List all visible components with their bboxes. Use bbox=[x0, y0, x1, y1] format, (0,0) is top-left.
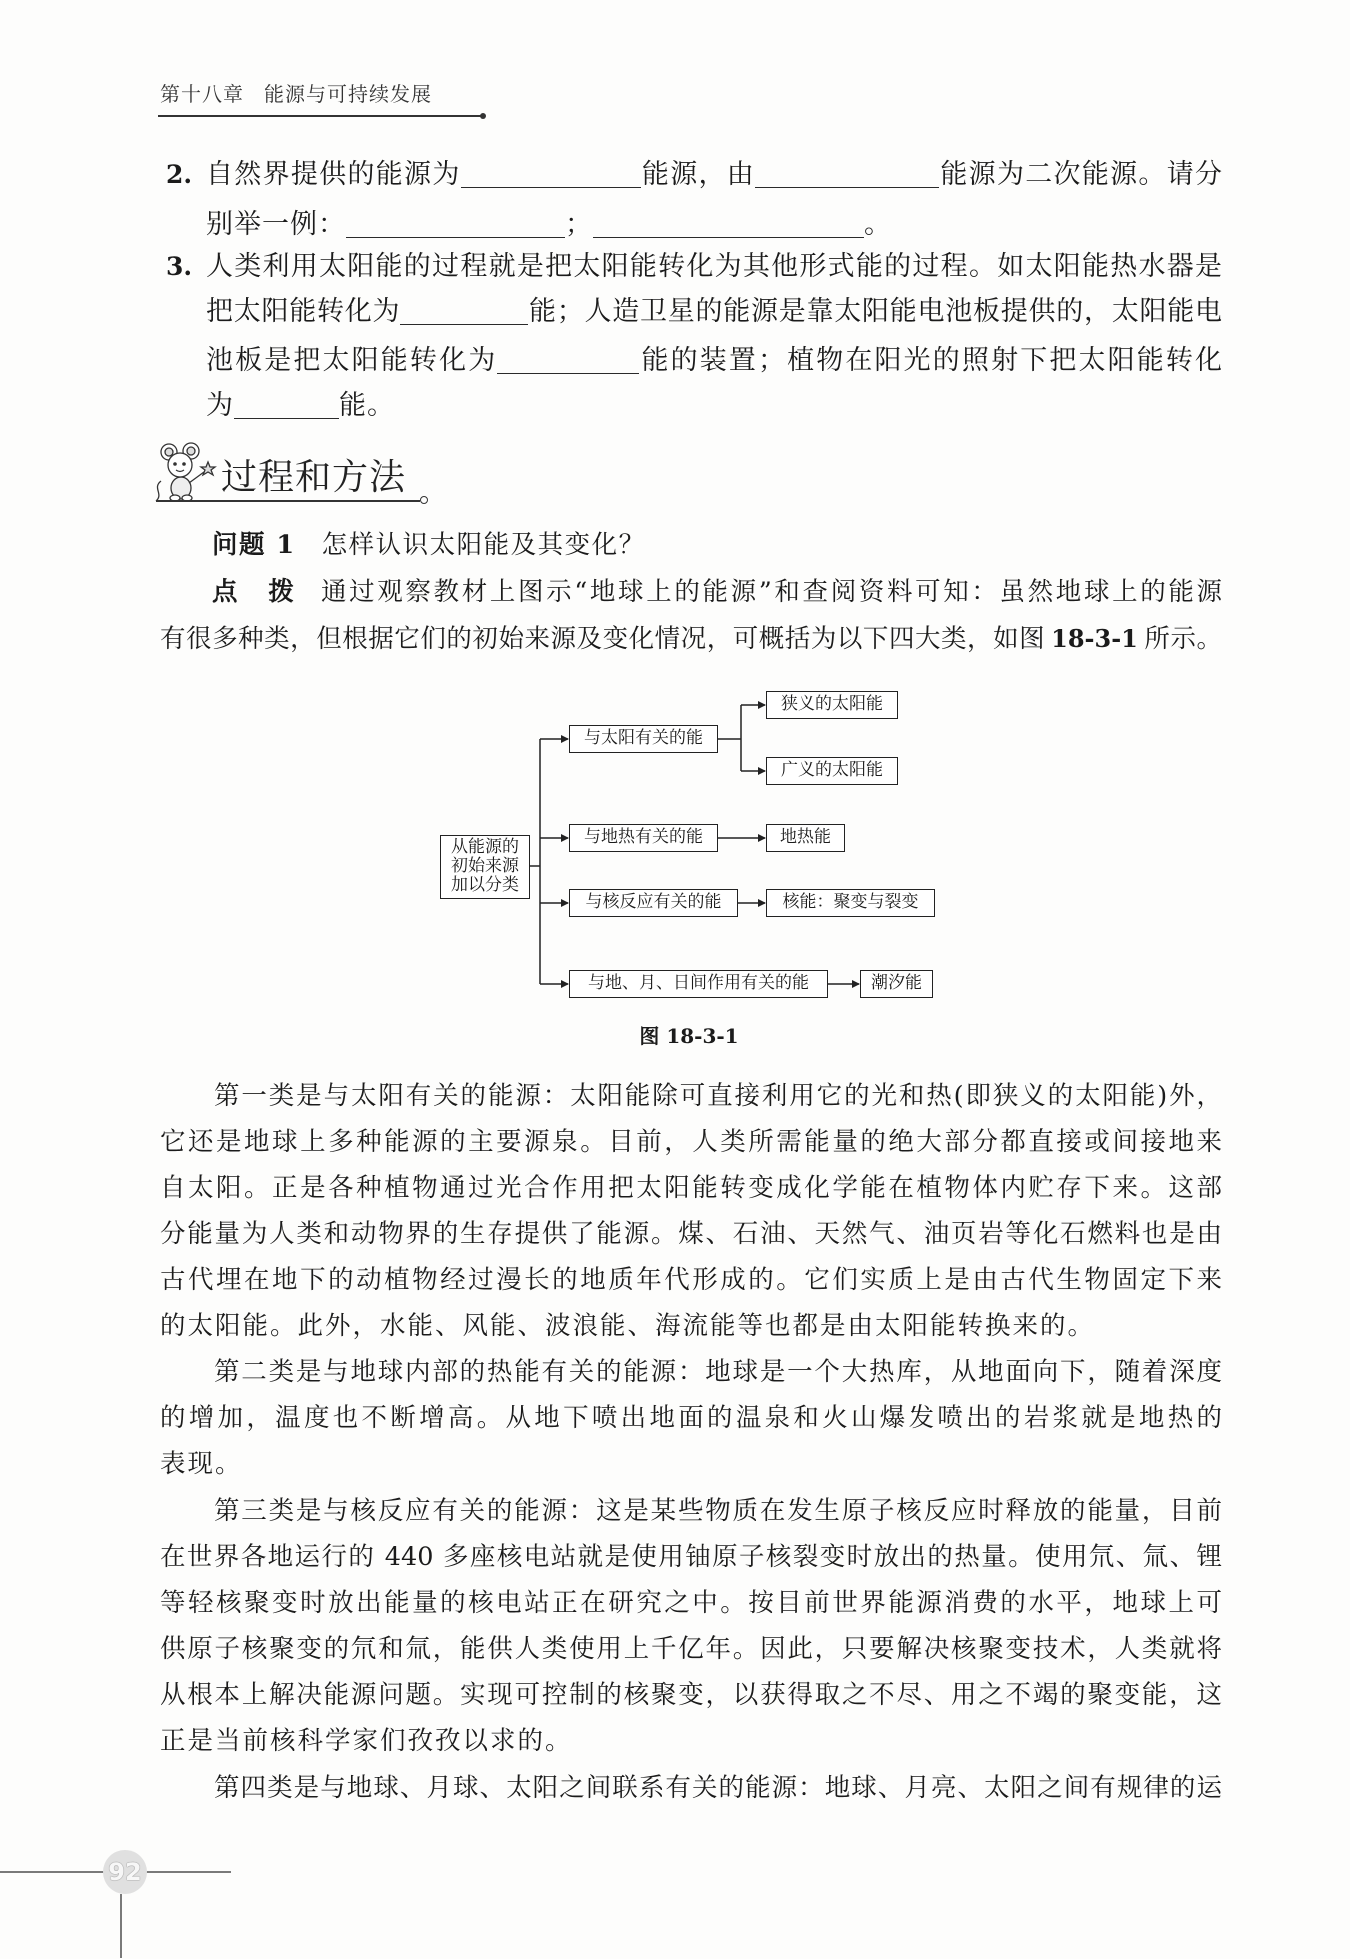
paragraph-line: 在世界各地运行的 440 多座核电站就是使用铀原子核裂变时放出的热量。使用氘、氚、锂 bbox=[160, 1542, 1222, 1572]
paragraph-line: 分能量为人类和动物界的生存提供了能源。煤、石油、天然气、油页岩等化石燃料也是由 bbox=[160, 1219, 1222, 1249]
paragraph-line: 自太阳。正是各种植物通过光合作用把太阳能转变成化学能在植物体内贮存下来。这部 bbox=[160, 1173, 1222, 1203]
answer-blank bbox=[234, 394, 339, 419]
text-segment: ； bbox=[565, 209, 593, 240]
answer-blank bbox=[400, 300, 528, 325]
paragraph-line: 等轻核聚变时放出能量的核电站正在研究之中。按目前世界能源消费的水平，地球上可 bbox=[160, 1588, 1222, 1618]
answer-blank bbox=[755, 163, 939, 188]
text-segment: 把太阳能转化为 bbox=[206, 296, 401, 327]
diagram-branch-earth-moon-sun: 与地、月、日间作用有关的能 bbox=[569, 970, 828, 998]
figure-reference: 18-3-1 bbox=[1051, 624, 1138, 653]
section-rule bbox=[156, 500, 420, 502]
text-segment: 有很多种类，但根据它们的初始来源及变化情况，可概括为以下四大类，如图 bbox=[160, 624, 1046, 654]
text-segment: 自然界提供的能源为 bbox=[206, 159, 461, 190]
hint-line: 通过观察教材上图示“地球上的能源”和查阅资料可知：虽然地球上的能源 bbox=[321, 577, 1222, 607]
paragraph-line: 的太阳能。此外，水能、风能、波浪能、海流能等也都是由太阳能转换来的。 bbox=[160, 1311, 1096, 1341]
page-number: 92 bbox=[103, 1850, 147, 1894]
running-header bbox=[160, 80, 432, 108]
paragraph-line: 供原子核聚变的氘和氚，能供人类使用上千亿年。因此，只要解决核聚变技术，人类就将 bbox=[160, 1634, 1222, 1664]
text-segment: 所示。 bbox=[1143, 624, 1222, 654]
header-rule-dot bbox=[480, 113, 486, 119]
paragraph-line: 第三类是与核反应有关的能源：这是某些物质在发生原子核反应时释放的能量，目前 bbox=[214, 1496, 1222, 1526]
diagram-branch-solar: 与太阳有关的能 bbox=[569, 725, 718, 753]
footer-vertical-rule bbox=[120, 1894, 122, 1958]
diagram-leaf-nuclear: 核能：聚变与裂变 bbox=[766, 889, 935, 917]
text-segment: 别举一例： bbox=[206, 209, 346, 240]
diagram-branch-nuclear: 与核反应有关的能 bbox=[569, 889, 738, 917]
chapter-title: 能源与可持续发展 bbox=[264, 82, 432, 106]
paragraph-line: 正是当前核科学家们孜孜以求的。 bbox=[160, 1726, 573, 1756]
energy-classification-diagram bbox=[430, 680, 950, 1010]
section-rule-dot bbox=[420, 496, 428, 504]
header-rule bbox=[158, 115, 482, 117]
paragraph-line: 它还是地球上多种能源的主要源泉。目前，人类所需能量的绝大部分都直接或间接地来 bbox=[160, 1127, 1222, 1157]
exercise-line bbox=[206, 386, 1222, 426]
diagram-branch-geothermal: 与地热有关的能 bbox=[569, 824, 718, 852]
diagram-root-line: 从能源的 bbox=[451, 837, 519, 857]
text-segment: 能；人造卫星的能源是靠太阳能电池板提供的，太阳能电 bbox=[528, 296, 1222, 327]
diagram-leaf-broad-solar: 广义的太阳能 bbox=[766, 757, 898, 785]
diagram-root-box bbox=[440, 835, 530, 899]
text-segment: 能。 bbox=[339, 390, 395, 421]
paragraph-line: 第一类是与太阳有关的能源：太阳能除可直接利用它的光和热(即狭义的太阳能)外， bbox=[214, 1081, 1222, 1111]
exercise-line bbox=[206, 341, 1222, 381]
answer-blank bbox=[346, 213, 565, 238]
exercise-line bbox=[206, 292, 1222, 332]
figure-caption: 图 18-3-1 bbox=[639, 1024, 739, 1048]
hint-label: 点 拨 bbox=[212, 577, 294, 607]
answer-blank bbox=[461, 163, 641, 188]
paragraph-line: 的增加，温度也不断增高。从地下喷出地面的温泉和火山爆发喷出的岩浆就是地热的 bbox=[160, 1403, 1222, 1433]
mascot-icon bbox=[150, 440, 220, 504]
exercise-number: 3. bbox=[166, 252, 193, 281]
diagram-leaf-tidal: 潮汐能 bbox=[860, 970, 933, 998]
paragraph-line: 第四类是与地球、月球、太阳之间联系有关的能源：地球、月亮、太阳之间有规律的运 bbox=[214, 1773, 1222, 1803]
diagram-root-line: 加以分类 bbox=[451, 875, 519, 895]
text-segment: 能的装置；植物在阳光的照射下把太阳能转化 bbox=[639, 345, 1223, 376]
question-text: 怎样认识太阳能及其变化？ bbox=[321, 530, 646, 560]
question-label: 问题 1 bbox=[212, 530, 296, 560]
paragraph-line: 从根本上解决能源问题。实现可控制的核聚变，以获得取之不尽、用之不竭的聚变能，这 bbox=[160, 1680, 1222, 1710]
text-segment: 池板是把太阳能转化为 bbox=[206, 345, 498, 376]
text-segment: 为 bbox=[206, 390, 234, 421]
paragraph-line: 第二类是与地球内部的热能有关的能源：地球是一个大热库，从地面向下，随着深度 bbox=[214, 1357, 1222, 1387]
diagram-leaf-geothermal: 地热能 bbox=[766, 824, 845, 852]
hint-line bbox=[160, 619, 1222, 659]
chapter-number: 第十八章 bbox=[160, 82, 244, 106]
exercise-line: 人类利用太阳能的过程就是把太阳能转化为其他形式能的过程。如太阳能热水器是 bbox=[206, 251, 1222, 282]
exercise-number: 2. bbox=[166, 160, 193, 189]
diagram-leaf-narrow-solar: 狭义的太阳能 bbox=[766, 691, 898, 719]
question-line bbox=[212, 525, 1222, 565]
text-segment: 能源，由 bbox=[640, 159, 756, 190]
paragraph-line: 古代埋在地下的动植物经过漫长的地质年代形成的。它们实质上是由古代生物固定下来 bbox=[160, 1265, 1222, 1295]
exercise-line bbox=[206, 155, 1222, 195]
answer-blank bbox=[593, 213, 864, 238]
answer-blank bbox=[497, 349, 639, 374]
text-segment: 能源为二次能源。请分 bbox=[939, 159, 1223, 190]
exercise-line bbox=[206, 205, 1222, 245]
text-segment: 。 bbox=[864, 209, 892, 240]
section-heading: 过程和方法 bbox=[221, 457, 407, 498]
paragraph-line: 表现。 bbox=[160, 1449, 243, 1479]
diagram-root-line: 初始来源 bbox=[451, 856, 519, 876]
